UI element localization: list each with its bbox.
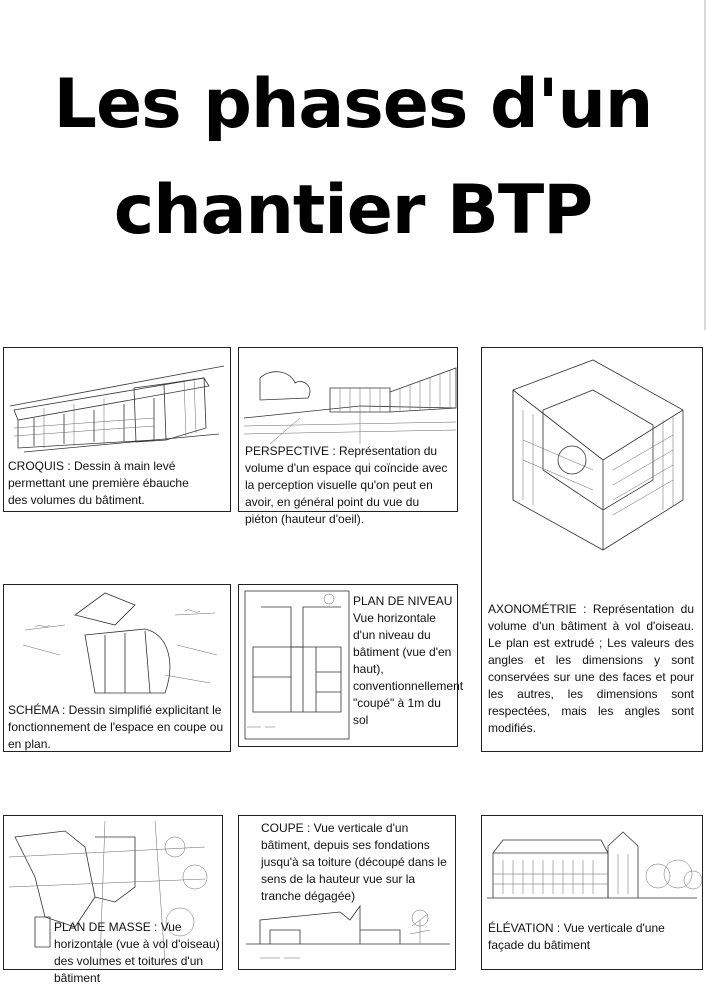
card-schema [3,584,231,752]
schema-caption: SCHÉMA : Dessin simplifié explicitant le fonctionnement de l'espace en coupe ou en plan. [8,703,224,751]
schema-drawing [5,585,231,695]
croquis-sketch [4,348,232,458]
axonometrie-caption: AXONOMÉTRIE : Représentation du volume d'un bâtiment à vol d'oiseau. Le plan est extrudé ; Les valeurs des angles et les dimensions y sont conservées sur une des faces et pour les autres, les dimensions sont respectées, mais les angles sont modifiés. [488,602,694,735]
title-line-1: Les phases d'un [53,65,653,144]
card-plan-niveau [238,584,464,747]
card-elevation [481,815,703,970]
plan-niveau-drawing [241,587,353,747]
croquis-caption: CROQUIS : Dessin à main levé permettant une première ébauche des volumes du bâtiment. [8,459,189,507]
card-perspective [238,347,458,526]
plan-niveau-caption: PLAN DE NIVEAU Vue horizontale d'un niveau du bâtiment (vue d'en haut), conventionnellement "coupé" à 1m du sol [353,594,464,727]
plan-masse-caption: PLAN DE MASSE : Vue horizontale (vue à vol d'oiseau) des volumes et toitures d'un bâtiment [54,920,220,985]
title-line-2: chantier BTP [113,171,593,250]
card-coupe [238,815,456,970]
axonometrie-drawing [483,350,703,560]
perspective-drawing [240,348,458,444]
perspective-caption: PERSPECTIVE : Représentation du volume d'un espace qui coïncide avec la perception visuelle qu'on peut en avoir, en général point du vue du piéton (hauteur d'oeil). [245,444,448,526]
elevation-drawing [483,818,703,918]
elevation-caption: ÉLÉVATION : Vue verticale d'une façade du bâtiment [488,921,665,952]
card-axonometrie [481,347,703,752]
page-title [0,52,706,264]
coupe-caption: COUPE : Vue verticale d'un bâtiment, depuis ses fondations jusqu'à sa toiture (découpé dans le sens de la hauteur vue sur la tranche dégagée) [261,821,447,903]
card-plan-masse [3,815,223,985]
card-croquis [3,347,231,512]
